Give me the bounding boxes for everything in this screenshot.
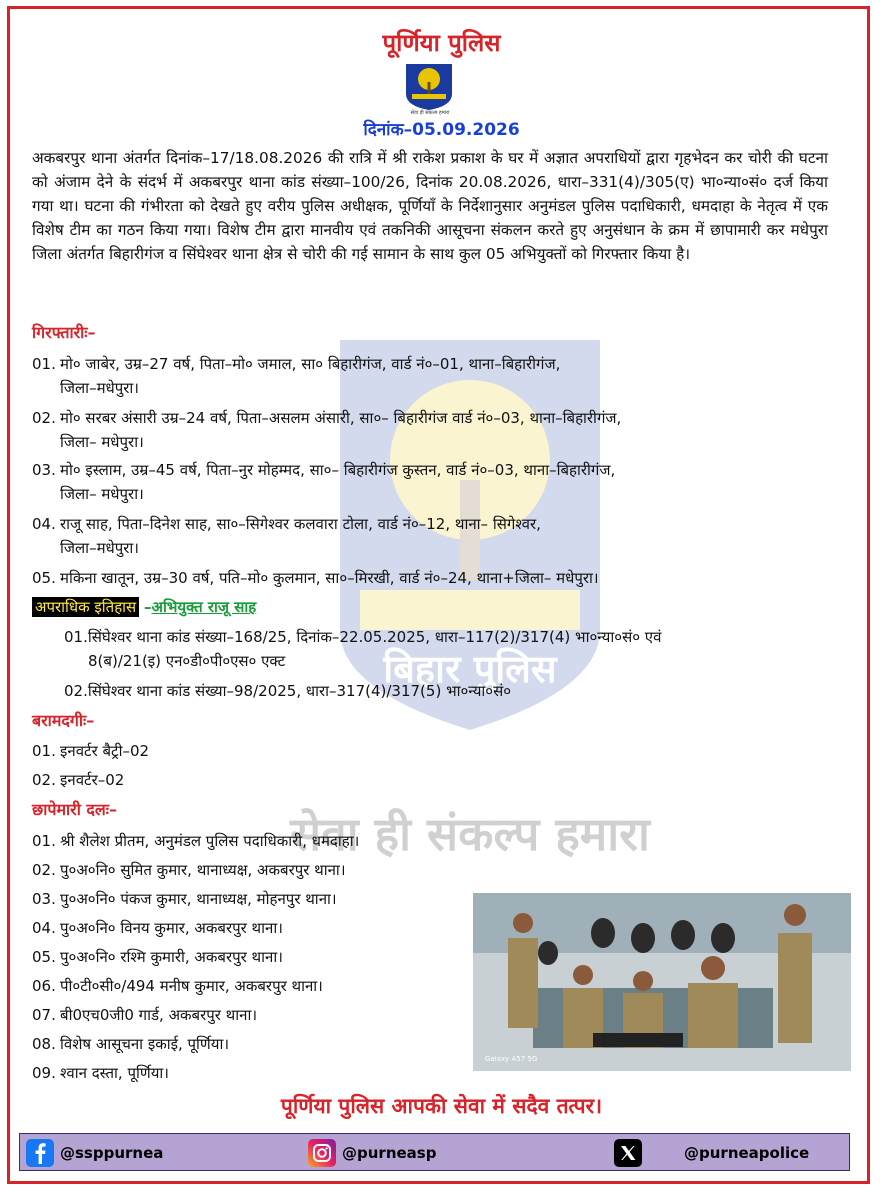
history-text-cont: 8(ब)/21(इ) एन०डी०पी०एस० एक्ट	[88, 652, 286, 670]
history-accused: अभियुक्त राजू साह	[151, 598, 257, 616]
item-number: 04.	[32, 919, 56, 937]
history-item	[64, 679, 834, 703]
item-number: 05.	[32, 569, 56, 587]
item-number: 07.	[32, 1006, 56, 1024]
item-text-cont: जिला– मधेपुरा।	[60, 485, 144, 503]
history-dash: –	[143, 598, 152, 616]
item-number: 01.	[32, 742, 56, 760]
history-text: 02.सिंघेश्वर थाना कांड संख्या–98/2025, धारा–317(4)/317(5) भा०न्या०सं०	[64, 682, 512, 700]
recovery-item	[32, 739, 832, 763]
recovery-item	[32, 768, 832, 792]
item-text: श्वान दस्ता, पूर्णिया।	[60, 1064, 169, 1082]
item-text: इनवर्टर–02	[60, 771, 125, 789]
item-number: 08.	[32, 1035, 56, 1053]
facebook-link[interactable]	[26, 1138, 163, 1168]
item-number: 02.	[32, 771, 56, 789]
instagram-link[interactable]	[308, 1138, 436, 1168]
item-text-cont: जिला– मधेपुरा।	[60, 433, 144, 451]
arrest-item	[32, 352, 832, 400]
raid-team-item	[32, 829, 832, 853]
history-text: 01.सिंघेश्वर थाना कांड संख्या–168/25, दिनांक–22.05.2025, धारा–117(2)/317(4) भा०न्या०सं० एवं	[64, 628, 662, 646]
item-text: मो० इस्लाम, उम्र–45 वर्ष, पिता–नुर मोहम्मद, सा०– बिहारीगंज कुस्तन, वार्ड नं०–03, थाना–बिहारीगंज,	[60, 461, 616, 479]
history-item	[64, 625, 834, 673]
arrest-item	[32, 566, 832, 590]
footer-tagline: पूर्णिया पुलिस आपकी सेवा में सदैव तत्पर।	[280, 1094, 603, 1118]
item-number: 06.	[32, 977, 56, 995]
item-number: 03.	[32, 890, 56, 908]
item-number: 02.	[32, 409, 56, 427]
item-number: 01.	[32, 832, 56, 850]
arrest-item	[32, 512, 832, 560]
item-text: मकिना खातून, उम्र–30 वर्ष, पति–मो० कुलमान, सा०–मिरखी, वार्ड नं०–24, थाना+जिला– मधेपुरा।	[60, 569, 599, 587]
logo-tagline: सेवा ही संकल्प हमारा	[410, 110, 450, 116]
item-number: 02.	[32, 861, 56, 879]
item-text: बी0एच0जी0 गार्ड, अकबरपुर थाना।	[60, 1006, 258, 1024]
arrest-photo-illustration	[473, 893, 851, 1071]
arrest-item	[32, 458, 832, 506]
facebook-icon	[26, 1139, 54, 1167]
intro-paragraph: अकबरपुर थाना अंतर्गत दिनांक–17/18.08.2026 की रात्रि में श्री राकेश प्रकाश के घर में अज्ञात अपराधियों द्वारा गृहभेदन कर चोरी की घटना को अंजाम देने के संदर्भ में अकबरपुर थाना कांड संख्या–100/26, दिनांक 20.08.2026, धारा–331(4)/305(ए) भा०न्या०सं० दर्ज किया गया था। घटना की गंभीरता को देखते हुए वरीय पुलिस अधीक्षक, पूर्णियाँ के निर्देशानुसार अनुमंडल पुलिस पदाधिकारी, धमदाहा के नेतृत्व में एक विशेष टीम का गठन किया गया। विशेष टीम द्वारा मानवीय एवं तकनिकी आसूचना संकलन करते हुए अनुसंधान के क्रम में छापामारी कर मधेपुरा जिला अंतर्गत बिहारीगंज व सिंघेश्वर थाना क्षेत्र से चोरी की गई सामान के साथ कुल 05 अभियुक्तों को गिरफ्तार किया है।	[32, 149, 828, 263]
item-text-cont: जिला–मधेपुरा।	[60, 539, 139, 557]
watermark-line2: सेवा ही संकल्प हमारा	[290, 807, 650, 861]
item-text: मो० जाबेर, उम्र–27 वर्ष, पिता–मो० जमाल, सा० बिहारीगंज, वार्ड नं०–01, थाना–बिहारीगंज,	[60, 355, 561, 373]
item-text: मो० सरबर अंसारी उम्र–24 वर्ष, पिता–असलम अंसारी, सा०– बिहारीगंज वार्ड नं०–03, थाना–बिहारीगंज,	[60, 409, 622, 427]
recovery-heading: बरामदगीः–	[32, 711, 95, 730]
item-text: पी०टी०सी०/494 मनीष कुमार, अकबरपुर थाना।	[60, 977, 323, 995]
bihar-police-logo	[402, 62, 456, 112]
item-text: राजू साह, पिता–दिनेश साह, सा०–सिगेश्वर कलवारा टोला, वार्ड नं०–12, थाना– सिगेश्वर,	[60, 515, 541, 533]
item-text: इनवर्टर बैट्री–02	[60, 742, 150, 760]
x-icon	[614, 1139, 642, 1167]
photo-caption: Galaxy A57 5G	[485, 1055, 538, 1063]
item-number: 03.	[32, 461, 56, 479]
item-text: श्री शैलेश प्रीतम, अनुमंडल पुलिस पदाधिकारी, धमदाहा।	[60, 832, 360, 850]
press-date: दिनांक–05.09.2026	[363, 120, 520, 140]
page-title: पूर्णिया पुलिस	[382, 29, 501, 57]
x-handle-wrap[interactable]	[684, 1138, 809, 1168]
x-handle: @purneapolice	[684, 1144, 810, 1162]
instagram-icon	[308, 1139, 336, 1167]
item-text-cont: जिला–मधेपुरा।	[60, 379, 139, 397]
arrests-heading: गिरफ्तारीः–	[32, 323, 96, 342]
arrest-item	[32, 406, 832, 454]
item-text: पु०अ०नि० रश्मि कुमारी, अकबरपुर थाना।	[60, 948, 283, 966]
item-number: 01.	[32, 355, 56, 373]
raid-team-item	[32, 858, 832, 882]
facebook-handle: @ssppurnea	[60, 1144, 164, 1162]
arrest-photo	[473, 893, 851, 1071]
item-number: 04.	[32, 515, 56, 533]
x-link[interactable]	[614, 1138, 648, 1168]
item-number: 05.	[32, 948, 56, 966]
item-text: पु०अ०नि० सुमित कुमार, थानाध्यक्ष, अकबरपुर थाना।	[60, 861, 346, 879]
item-text: पु०अ०नि० विनय कुमार, अकबरपुर थाना।	[60, 919, 283, 937]
item-text: पु०अ०नि० पंकज कुमार, थानाध्यक्ष, मोहनपुर थाना।	[60, 890, 337, 908]
item-number: 09.	[32, 1064, 56, 1082]
watermark-line1: बिहार पुलिस	[383, 647, 557, 691]
item-text: विशेष आसूचना इकाई, पूर्णिया।	[60, 1035, 230, 1053]
instagram-handle: @purneasp	[342, 1144, 437, 1162]
history-label: अपराधिक इतिहास	[32, 597, 139, 617]
raid-team-heading: छापेमारी दलः–	[32, 800, 117, 819]
social-bar	[19, 1133, 850, 1171]
criminal-history-heading	[32, 597, 256, 617]
